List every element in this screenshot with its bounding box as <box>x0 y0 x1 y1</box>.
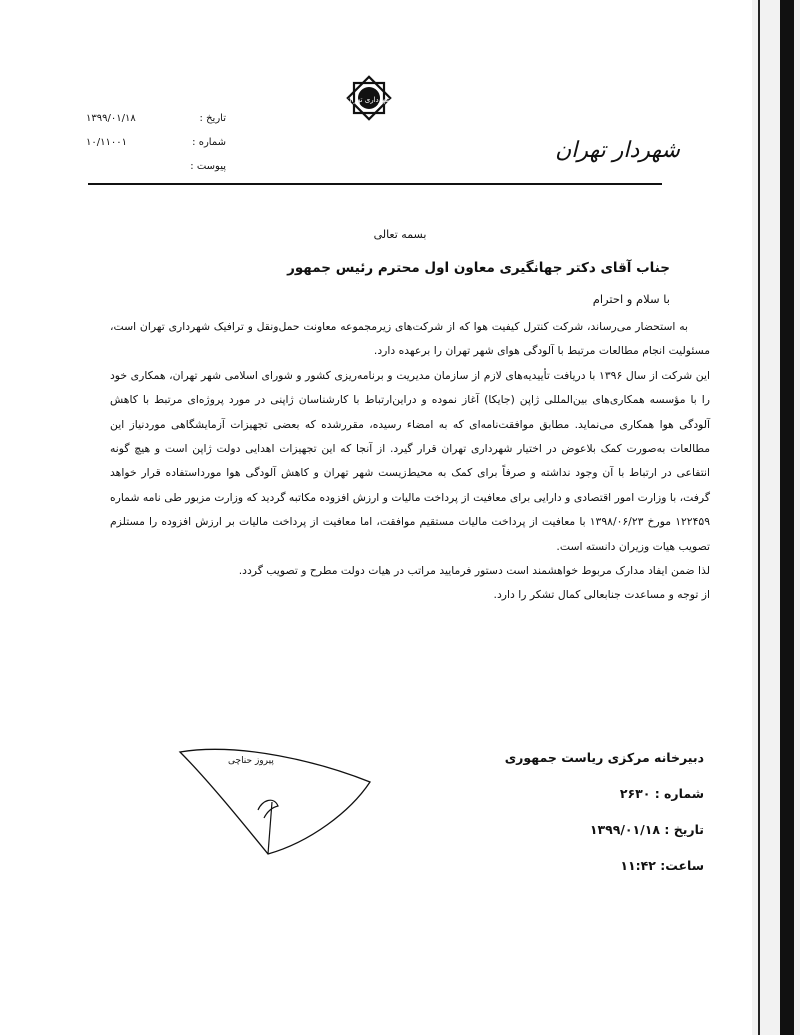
recipient-line: جناب آقای دکتر جهانگیری معاون اول محترم رئیس جمهور <box>287 260 670 276</box>
body-paragraph: از توجه و مساعدت جنابعالی کمال تشکر را دارد. <box>493 588 710 602</box>
letter-meta <box>86 106 226 178</box>
meta-number-row <box>86 130 226 154</box>
meta-date-value: ۱۳۹۹/۰۱/۱۸ <box>86 112 136 124</box>
stamp-time-row <box>505 858 704 894</box>
meta-number-label: شماره : <box>192 136 226 148</box>
letterhead-title: شهردار تهران <box>555 138 680 163</box>
stamp-date-value: ۱۳۹۹/۰۱/۱۸ <box>589 822 660 837</box>
meta-attachment-row <box>86 154 226 178</box>
meta-attachment-label: پیوست : <box>190 160 226 172</box>
stamp-time-value: ۱۱:۴۲ <box>620 858 656 873</box>
meta-date-label: تاریخ : <box>199 112 226 124</box>
stamp-title: دبیرخانه مرکزی ریاست جمهوری <box>504 750 704 765</box>
handwritten-signature <box>170 742 390 862</box>
stamp-number-value: ۲۶۳۰ <box>619 786 651 801</box>
signer-name: پیروز حناچی <box>228 756 274 766</box>
scan-edge <box>752 0 800 1035</box>
body-paragraph: این شرکت از سال ۱۳۹۶ با دریافت تأییدیه‌های لازم از سازمان مدیریت و برنامه‌ریزی کشور و شورای اسلامی شهر تهران، همکاری خود را با مؤسسه همکاری‌های بین‌المللی ژاپن (جایکا) آغاز نموده و دراین‌ارتباط با کارشناسان ژاپنی در مورد پروژه‌ای مرتبط با کاهش آلودگی هوا همکاری می‌نماید. مطابق موافقت‌نامه‌ای که به امضاء رسیده، مقررشده که بعضی تجهیزات آزمایشگاهی موردنیاز این مطالعات به‌صورت کمک بلاعوض در اختیار شهرداری تهران قرار گیرد. از آنجا که این تجهیزات اهدایی دولت ژاپن است و هیچ گونه انتفاعی در ارتباط با آن وجود نداشته و صرفاً برای کمک به محیط‌زیست شهر تهران و کاهش آلودگی هوا مورداستفاده قرار خواهد گرفت، با وزارت امور اقتصادی و دارایی برای معافیت از پرداخت مالیات و ارزش افزوده مکاتبه گردید که وزارت مزبور طی نامه شماره ۱۲۲۴۵۹ مورخ ۱۳۹۸/۰۶/۲۳ با معافیت از پرداخت مالیات مستقیم موافقت، اما معافیت از پرداخت مالیات بر ارزش افزوده را مستلزم تصویب هیات وزیران دانسته است. <box>110 368 710 553</box>
bismillah: بسمه تعالی <box>373 228 427 241</box>
greeting-line: با سلام و احترام <box>592 292 670 306</box>
registry-stamp <box>505 750 704 894</box>
stamp-number-label: شماره : <box>654 786 704 801</box>
body-paragraph: به استحضار می‌رساند، شرکت کنترل کیفیت هوا که از شرکت‌های زیرمجموعه معاونت حمل‌ونقل و ترافیک شهرداری تهران است، مسئولیت انجام مطالعات مرتبط با آلودگی هوای شهر تهران را برعهده دارد. <box>110 320 710 358</box>
meta-date-row <box>86 106 226 130</box>
stamp-date-row <box>505 822 704 858</box>
scan-edge-bar <box>780 0 794 1035</box>
scan-edge-line <box>758 0 760 1035</box>
logo-text: شهرداری تهران <box>346 96 392 104</box>
tehran-municipality-logo-icon <box>343 72 395 124</box>
stamp-time-label: ساعت: <box>660 858 704 873</box>
header-divider <box>88 183 662 185</box>
meta-number-value: ۱۰/۱۱۰۰۱ <box>86 136 127 148</box>
letter-body <box>110 315 710 608</box>
body-paragraph: لذا ضمن ایفاد مدارک مربوط خواهشمند است دستور فرمایید مراتب در هیات دولت مطرح و تصویب گردد. <box>238 564 710 578</box>
stamp-date-label: تاریخ : <box>664 822 704 837</box>
stamp-number-row <box>505 786 704 822</box>
